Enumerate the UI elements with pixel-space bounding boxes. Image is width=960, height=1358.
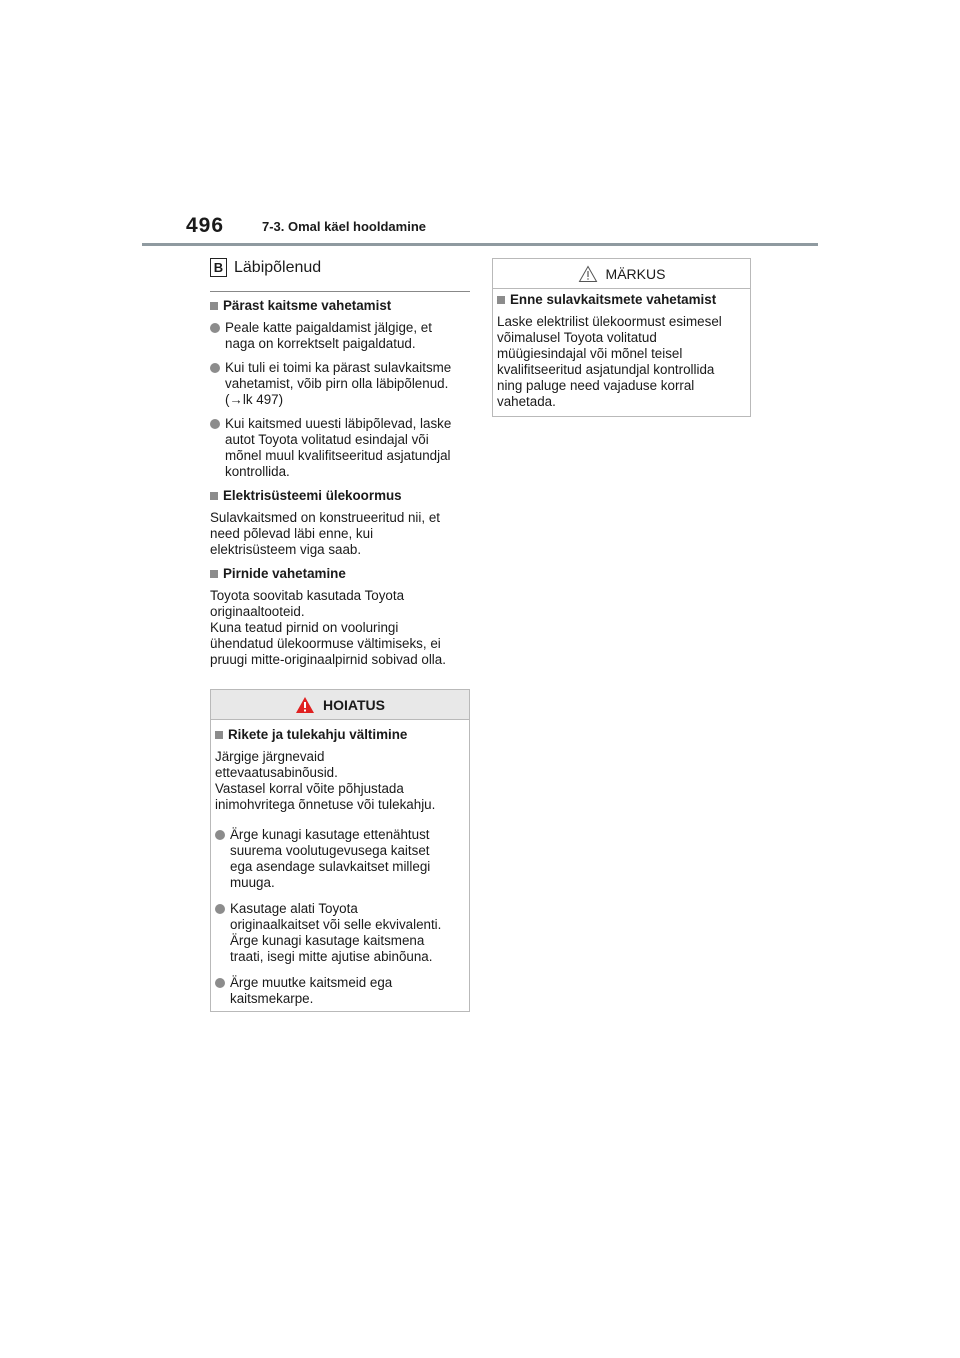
list-item <box>215 827 465 891</box>
notice-icon <box>578 265 598 283</box>
list-item <box>210 416 470 480</box>
list-item <box>215 901 465 965</box>
list-item <box>210 360 470 408</box>
section-text: Sulavkaitsmed on konstrueeritud nii, et need põlevad läbi enne, kui elektrisüsteem viga saab. <box>210 510 440 557</box>
notice-box <box>492 258 751 417</box>
round-bullet-icon <box>210 323 220 333</box>
section-heading: Elektrisüsteemi ülekoormus <box>210 488 470 504</box>
round-bullet-icon <box>210 419 220 429</box>
round-bullet-icon <box>210 363 220 373</box>
section-text: Toyota soovitab kasutada Toyota originaaltooteid. Kuna teatud pirnid on vooluringi ühendatud ülekoormuse vältimiseks, ei pruugi mitte-originaalpirnid sobivad olla. <box>210 588 446 667</box>
divider <box>210 291 470 292</box>
list-item <box>215 975 465 1007</box>
round-bullet-icon <box>215 978 225 988</box>
warning-header <box>211 690 469 720</box>
round-bullet-icon <box>215 904 225 914</box>
left-column <box>210 258 470 676</box>
notice-text: Laske elektrilist ülekoormust esimesel võimalusel Toyota volitatud müügiesindajal või mõnel teisel kvalifitseeritud asjatundjal kontrollida ning paluge need vajaduse korral vahetada. <box>497 314 722 409</box>
section-title: 7-3. Omal käel hooldamine <box>262 219 426 234</box>
list-item-text: Kui tuli ei toimi ka pärast sulavkaitsme vahetamist, võib pirn olla läbipõlenud. (→lk 497) <box>225 360 452 407</box>
list-item-text: Ärge kunagi kasutage ettenähtust suurema voolutugevusega kaitset ega asendage sulavkaitset millegi muuga. <box>230 827 431 890</box>
notice-body <box>493 289 750 424</box>
warning-intro: Järgige järgnevaid ettevaatusabinõusid. Vastasel korral võite põhjustada inimohvritega õnnetuse või tulekahju. <box>215 749 436 812</box>
section-heading: Pirnide vahetamine <box>210 566 470 582</box>
warning-heading: Rikete ja tulekahju vältimine <box>215 727 465 743</box>
list-item <box>210 320 470 352</box>
list-item-text: Kui kaitsmed uuesti läbipõlevad, laske autot Toyota volitatud esindajal või mõnel muul kvalifitseeritud asjatundjal kontrollida. <box>225 416 452 479</box>
warning-body <box>211 720 469 1021</box>
notice-header <box>493 259 750 289</box>
round-bullet-icon <box>215 830 225 840</box>
square-bullet-icon <box>210 492 218 500</box>
warning-title: HOIATUS <box>323 696 385 713</box>
list-item-text: Kasutage alati Toyota originaalkaitset või selle ekvivalenti. Ärge kunagi kasutage kaitsmena traati, isegi mitte ajutise abinõuna. <box>230 901 442 964</box>
notice-heading: Enne sulavkaitsmete vahetamist <box>497 292 746 308</box>
subsection-heading <box>210 258 470 277</box>
section-heading: Pärast kaitsme vahetamist <box>210 298 470 314</box>
square-bullet-icon <box>497 296 505 304</box>
warning-box <box>210 689 470 1012</box>
subsection-label-box: B <box>210 258 227 277</box>
list-item-text: Ärge muutke kaitsmeid ega kaitsmekarpe. <box>230 975 393 1006</box>
page-number: 496 <box>186 214 225 237</box>
notice-title: MÄRKUS <box>605 265 666 282</box>
warning-icon <box>295 696 315 714</box>
square-bullet-icon <box>210 570 218 578</box>
header-rule <box>142 243 818 246</box>
square-bullet-icon <box>210 302 218 310</box>
square-bullet-icon <box>215 731 223 739</box>
subsection-title: Läbipõlenud <box>234 258 322 276</box>
list-item-text: Peale katte paigaldamist jälgige, et naga on korrektselt paigaldatud. <box>225 320 432 351</box>
